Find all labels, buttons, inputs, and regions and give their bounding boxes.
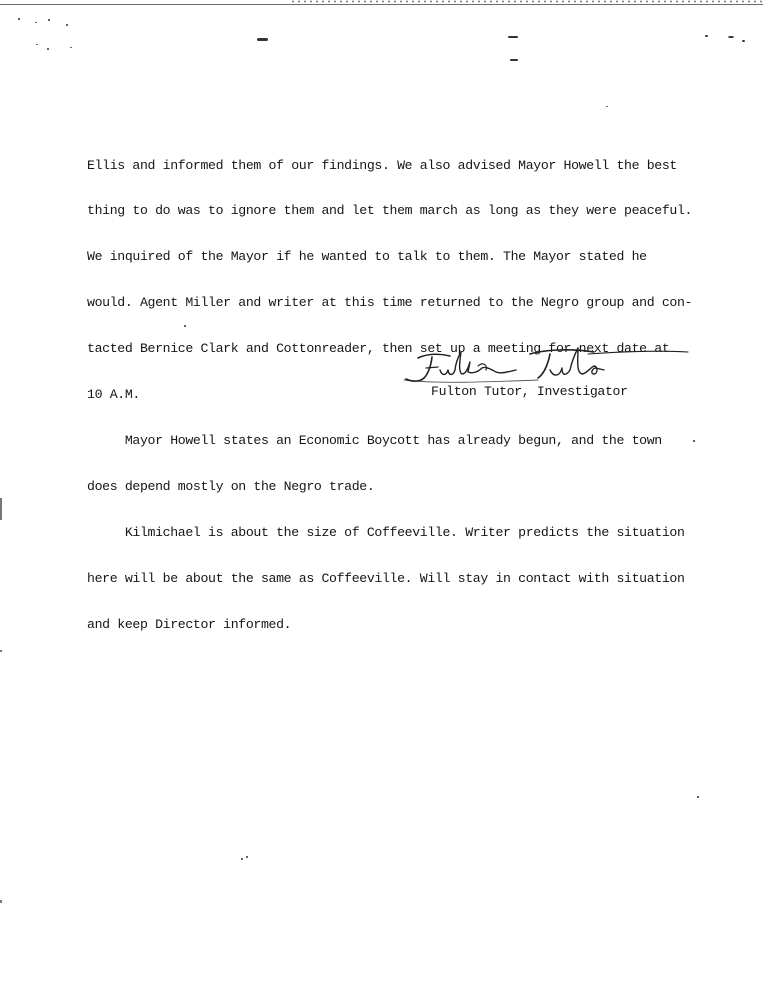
body-line: would. Agent Miller and writer at this time returned to the Negro group and con-	[87, 295, 693, 311]
body-line: tacted Bernice Clark and Cottonreader, then set up a meeting for next date at	[87, 341, 670, 357]
scan-speck	[18, 18, 20, 20]
body-line: We inquired of the Mayor if he wanted to talk to them. The Mayor stated he	[87, 249, 647, 265]
body-line: thing to do was to ignore them and let them march as long as they were peaceful.	[87, 203, 693, 219]
scan-speck	[246, 856, 248, 858]
scan-speck	[48, 19, 50, 21]
scan-speck	[606, 106, 608, 107]
body-line: here will be about the same as Coffeeville. Will stay in contact with situation	[87, 570, 685, 586]
scan-left-edge-mark	[0, 650, 2, 652]
scan-left-edge-mark	[0, 900, 2, 903]
signature-caption: Fulton Tutor, Investigator	[431, 384, 628, 399]
body-line: and keep Director informed.	[87, 616, 292, 632]
body-line: Ellis and informed them of our findings. We also advised Mayor Howell the best	[87, 157, 677, 173]
scan-left-edge-mark	[0, 498, 2, 520]
scan-speck	[257, 38, 268, 41]
scan-speck	[508, 36, 518, 38]
scan-speck	[742, 40, 745, 42]
page-top-edge	[0, 4, 763, 5]
scan-speck	[47, 48, 49, 50]
page-top-edge-dots	[290, 0, 763, 3]
scan-speck	[66, 24, 68, 26]
body-line: 10 A.M.	[87, 387, 140, 403]
scan-speck	[241, 858, 243, 860]
scan-speck	[36, 44, 38, 45]
body-line: Kilmichael is about the size of Coffeeville. Writer predicts the situation	[87, 524, 685, 540]
scan-speck	[697, 796, 699, 798]
scan-speck	[728, 36, 734, 38]
scan-speck	[510, 59, 518, 61]
scan-speck	[705, 35, 708, 37]
body-line: does depend mostly on the Negro trade.	[87, 478, 375, 494]
scan-speck	[35, 22, 37, 23]
scan-speck	[70, 47, 72, 48]
body-line: Mayor Howell states an Economic Boycott has already begun, and the town	[87, 432, 662, 448]
